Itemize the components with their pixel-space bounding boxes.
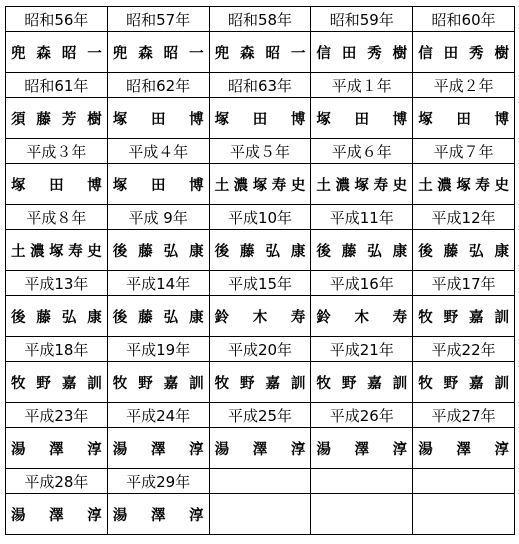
name-char: 寿 <box>392 309 408 326</box>
name-cell <box>6 296 108 337</box>
name-char: 嘉 <box>163 375 179 392</box>
person-name <box>316 438 407 459</box>
name-char: 博 <box>494 111 509 128</box>
year-cell: 昭和56年 <box>6 7 108 32</box>
person-name <box>418 108 509 129</box>
name-char: 康 <box>87 309 102 326</box>
name-char: 澤 <box>49 441 64 458</box>
name-cell <box>6 164 108 205</box>
person-name <box>418 174 509 195</box>
name-cell <box>209 362 311 403</box>
name-char: 弘 <box>61 309 77 326</box>
name-char: 嘉 <box>469 375 484 392</box>
name-char: 訓 <box>494 309 509 326</box>
year-cell: 平成14年 <box>107 271 209 296</box>
name-row <box>6 164 515 205</box>
name-char: 淳 <box>87 441 102 458</box>
person-name <box>215 438 306 459</box>
person-name <box>11 306 102 327</box>
year-cell: 平成11年 <box>311 205 413 230</box>
name-cell <box>209 230 311 271</box>
person-name <box>316 240 407 261</box>
year-cell: 平成１年 <box>311 73 413 98</box>
roster-table <box>5 6 515 535</box>
name-cell <box>107 230 209 271</box>
year-cell: 平成26年 <box>311 403 413 428</box>
name-cell <box>413 296 515 337</box>
name-char: 淳 <box>87 507 102 524</box>
name-char: 史 <box>392 177 408 194</box>
name-char: 史 <box>290 177 306 194</box>
name-char: 野 <box>240 375 255 392</box>
name-cell <box>209 296 311 337</box>
name-char: 湯 <box>418 441 433 458</box>
year-cell: 平成３年 <box>6 139 108 164</box>
name-char: 訓 <box>494 375 509 392</box>
name-char: 淳 <box>494 441 509 458</box>
name-char: 湯 <box>11 507 26 524</box>
name-char: 淳 <box>189 507 204 524</box>
name-char: 藤 <box>36 111 51 128</box>
name-char: 藤 <box>341 243 357 260</box>
name-cell <box>311 362 413 403</box>
name-cell <box>107 164 209 205</box>
name-char: 塚 <box>112 111 128 128</box>
name-char: 淳 <box>290 441 306 458</box>
name-cell <box>413 98 515 139</box>
year-cell: 平成６年 <box>311 139 413 164</box>
name-char: 塚 <box>49 243 64 260</box>
person-name <box>215 108 306 129</box>
name-char: 木 <box>252 309 268 326</box>
name-cell <box>107 362 209 403</box>
year-row <box>6 337 515 362</box>
person-name <box>215 42 306 63</box>
name-char: 兜 <box>11 45 26 62</box>
name-char: 訓 <box>87 375 102 392</box>
name-cell <box>209 98 311 139</box>
name-char: 兜 <box>112 45 128 62</box>
name-cell <box>209 164 311 205</box>
name-row <box>6 230 515 271</box>
name-char: 康 <box>189 243 204 260</box>
name-char: 史 <box>87 243 102 260</box>
name-char: 嘉 <box>469 309 484 326</box>
name-char: 寿 <box>68 243 83 260</box>
person-name <box>11 240 102 261</box>
name-char: 牧 <box>214 375 230 392</box>
person-name <box>418 42 509 63</box>
name-char: 土 <box>316 177 331 194</box>
name-cell <box>413 230 515 271</box>
name-char: 塚 <box>252 177 268 194</box>
person-name <box>113 108 204 129</box>
year-cell: 平成28年 <box>6 469 108 494</box>
name-char: 土 <box>11 243 26 260</box>
name-char: 湯 <box>214 441 230 458</box>
name-char: 康 <box>290 243 306 260</box>
name-row <box>6 494 515 535</box>
name-char: 濃 <box>30 243 45 260</box>
person-name <box>11 372 102 393</box>
name-char: 樹 <box>494 45 509 62</box>
name-row <box>6 362 515 403</box>
name-char: 野 <box>341 375 357 392</box>
name-cell <box>413 428 515 469</box>
year-cell: 昭和60年 <box>413 7 515 32</box>
name-char: 淳 <box>189 441 204 458</box>
name-char: 澤 <box>150 441 166 458</box>
name-row <box>6 98 515 139</box>
name-cell <box>107 494 209 535</box>
name-cell <box>413 32 515 73</box>
name-char: 鈴 <box>214 309 230 326</box>
name-char: 濃 <box>437 177 452 194</box>
name-char: 寿 <box>475 177 490 194</box>
person-name <box>316 42 407 63</box>
name-cell <box>107 32 209 73</box>
year-cell: 平成15年 <box>209 271 311 296</box>
name-char: 牧 <box>11 375 26 392</box>
person-name <box>215 174 306 195</box>
year-cell: 昭和61年 <box>6 73 108 98</box>
year-cell: 昭和63年 <box>209 73 311 98</box>
name-cell <box>6 32 108 73</box>
person-name <box>113 42 204 63</box>
name-char: 森 <box>138 45 153 62</box>
name-char: 弘 <box>163 243 179 260</box>
person-name <box>215 372 306 393</box>
name-char: 樹 <box>392 45 408 62</box>
year-cell: 昭和62年 <box>107 73 209 98</box>
year-cell: 平成21年 <box>311 337 413 362</box>
name-char: 一 <box>189 45 204 62</box>
person-name <box>11 504 102 525</box>
name-char: 湯 <box>112 507 128 524</box>
name-cell <box>209 32 311 73</box>
name-char: 後 <box>11 309 26 326</box>
name-char: 澤 <box>354 441 370 458</box>
person-name <box>316 174 407 195</box>
year-row <box>6 73 515 98</box>
name-char: 野 <box>443 375 459 392</box>
year-cell: 平成20年 <box>209 337 311 362</box>
name-char: 昭 <box>163 45 179 62</box>
name-char: 博 <box>392 111 408 128</box>
person-name <box>316 306 407 327</box>
name-char: 野 <box>138 375 153 392</box>
name-char: 田 <box>49 177 64 194</box>
year-cell: 昭和57年 <box>107 7 209 32</box>
person-name <box>418 372 509 393</box>
year-row <box>6 7 515 32</box>
person-name <box>113 438 204 459</box>
year-row <box>6 469 515 494</box>
name-char: 藤 <box>36 309 51 326</box>
name-cell <box>413 362 515 403</box>
year-cell: 平成12年 <box>413 205 515 230</box>
person-name <box>316 108 407 129</box>
year-cell: 平成４年 <box>107 139 209 164</box>
name-char: 後 <box>112 243 128 260</box>
name-char: 寿 <box>290 309 306 326</box>
year-cell: 平成10年 <box>209 205 311 230</box>
person-name <box>11 108 102 129</box>
person-name <box>418 240 509 261</box>
name-char: 湯 <box>112 441 128 458</box>
name-char: 訓 <box>290 375 306 392</box>
name-cell <box>6 362 108 403</box>
year-cell: 平成23年 <box>6 403 108 428</box>
name-char: 塚 <box>456 177 471 194</box>
name-char: 須 <box>11 111 26 128</box>
name-char: 弘 <box>367 243 382 260</box>
name-row <box>6 32 515 73</box>
name-char: 野 <box>36 375 51 392</box>
name-char: 濃 <box>233 177 249 194</box>
name-char: 嘉 <box>367 375 382 392</box>
name-char: 樹 <box>87 111 102 128</box>
person-name <box>11 438 102 459</box>
name-char: 弘 <box>265 243 280 260</box>
name-char: 信 <box>316 45 331 62</box>
person-name <box>418 306 509 327</box>
name-char: 淳 <box>392 441 408 458</box>
name-cell <box>209 494 311 535</box>
name-cell <box>6 230 108 271</box>
name-cell <box>311 98 413 139</box>
year-cell: 平成19年 <box>107 337 209 362</box>
year-cell: 平成８年 <box>6 205 108 230</box>
name-char: 塚 <box>214 111 230 128</box>
name-char: 博 <box>87 177 102 194</box>
person-name <box>215 306 306 327</box>
name-char: 史 <box>494 177 509 194</box>
name-char: 訓 <box>392 375 408 392</box>
name-char: 土 <box>214 177 230 194</box>
name-char: 野 <box>443 309 459 326</box>
name-char: 田 <box>341 45 357 62</box>
name-row <box>6 296 515 337</box>
name-char: 塚 <box>112 177 128 194</box>
name-char: 一 <box>290 45 306 62</box>
name-cell <box>311 32 413 73</box>
name-char: 弘 <box>163 309 179 326</box>
name-char: 康 <box>494 243 509 260</box>
year-cell: 平成７年 <box>413 139 515 164</box>
year-row <box>6 205 515 230</box>
name-char: 澤 <box>150 507 166 524</box>
name-char: 訓 <box>189 375 204 392</box>
name-cell <box>6 98 108 139</box>
name-char: 秀 <box>469 45 484 62</box>
name-cell <box>413 494 515 535</box>
name-char: 塚 <box>316 111 331 128</box>
year-row <box>6 403 515 428</box>
year-cell: 平成27年 <box>413 403 515 428</box>
name-char: 博 <box>189 111 204 128</box>
name-cell <box>6 428 108 469</box>
name-char: 塚 <box>11 177 26 194</box>
name-cell <box>107 296 209 337</box>
person-name <box>113 504 204 525</box>
name-char: 牧 <box>112 375 128 392</box>
name-char: 康 <box>189 309 204 326</box>
year-cell: 平成17年 <box>413 271 515 296</box>
year-cell: 平成２年 <box>413 73 515 98</box>
name-char: 信 <box>418 45 433 62</box>
year-cell: 平成５年 <box>209 139 311 164</box>
name-row <box>6 428 515 469</box>
name-char: 田 <box>443 45 459 62</box>
name-char: 藤 <box>240 243 255 260</box>
name-char: 藤 <box>138 309 153 326</box>
name-char: 博 <box>189 177 204 194</box>
person-name <box>113 240 204 261</box>
name-char: 弘 <box>469 243 484 260</box>
name-char: 藤 <box>443 243 459 260</box>
name-char: 後 <box>418 243 433 260</box>
person-name <box>11 174 102 195</box>
name-char: 康 <box>392 243 408 260</box>
name-char: 塚 <box>354 177 370 194</box>
name-cell <box>107 428 209 469</box>
name-char: 湯 <box>11 441 26 458</box>
person-name <box>316 372 407 393</box>
year-row <box>6 139 515 164</box>
name-char: 田 <box>456 111 471 128</box>
year-row <box>6 271 515 296</box>
name-cell <box>209 428 311 469</box>
name-char: 嘉 <box>265 375 280 392</box>
name-cell <box>311 428 413 469</box>
year-cell: 平成16年 <box>311 271 413 296</box>
name-cell <box>311 164 413 205</box>
name-char: 後 <box>214 243 230 260</box>
name-cell <box>107 98 209 139</box>
person-name <box>113 174 204 195</box>
name-cell <box>6 494 108 535</box>
name-char: 兜 <box>214 45 230 62</box>
name-char: 田 <box>354 111 370 128</box>
name-char: 鈴 <box>316 309 331 326</box>
year-cell <box>413 469 515 494</box>
person-name <box>113 372 204 393</box>
name-char: 田 <box>252 111 268 128</box>
year-cell: 平成18年 <box>6 337 108 362</box>
roster-body <box>6 7 515 535</box>
name-char: 昭 <box>61 45 77 62</box>
name-char: 田 <box>150 111 166 128</box>
name-char: 芳 <box>61 111 77 128</box>
name-char: 木 <box>354 309 370 326</box>
name-cell <box>311 296 413 337</box>
name-char: 後 <box>316 243 331 260</box>
name-char: 寿 <box>271 177 287 194</box>
name-char: 森 <box>240 45 255 62</box>
year-cell <box>209 469 311 494</box>
year-cell: 平成24年 <box>107 403 209 428</box>
person-name <box>11 42 102 63</box>
person-name <box>215 240 306 261</box>
name-char: 森 <box>36 45 51 62</box>
year-cell: 昭和58年 <box>209 7 311 32</box>
name-cell <box>311 230 413 271</box>
name-char: 田 <box>150 177 166 194</box>
year-cell <box>311 469 413 494</box>
name-char: 寿 <box>373 177 389 194</box>
name-char: 澤 <box>252 441 268 458</box>
name-char: 博 <box>290 111 306 128</box>
person-name <box>418 438 509 459</box>
year-cell: 平成13年 <box>6 271 108 296</box>
name-char: 嘉 <box>61 375 77 392</box>
name-char: 濃 <box>335 177 350 194</box>
name-char: 牧 <box>418 309 433 326</box>
name-char: 藤 <box>138 243 153 260</box>
name-char: 澤 <box>456 441 471 458</box>
name-char: 牧 <box>316 375 331 392</box>
year-cell: 平成22年 <box>413 337 515 362</box>
name-char: 土 <box>418 177 433 194</box>
name-char: 塚 <box>418 111 433 128</box>
name-char: 昭 <box>265 45 280 62</box>
name-char: 一 <box>87 45 102 62</box>
year-cell: 平成25年 <box>209 403 311 428</box>
year-cell: 昭和59年 <box>311 7 413 32</box>
name-char: 湯 <box>316 441 331 458</box>
name-char: 後 <box>112 309 128 326</box>
name-cell <box>311 494 413 535</box>
name-cell <box>413 164 515 205</box>
year-cell: 平成 9年 <box>107 205 209 230</box>
name-char: 秀 <box>367 45 382 62</box>
name-char: 牧 <box>418 375 433 392</box>
person-name <box>113 306 204 327</box>
name-char: 澤 <box>49 507 64 524</box>
year-cell: 平成29年 <box>107 469 209 494</box>
